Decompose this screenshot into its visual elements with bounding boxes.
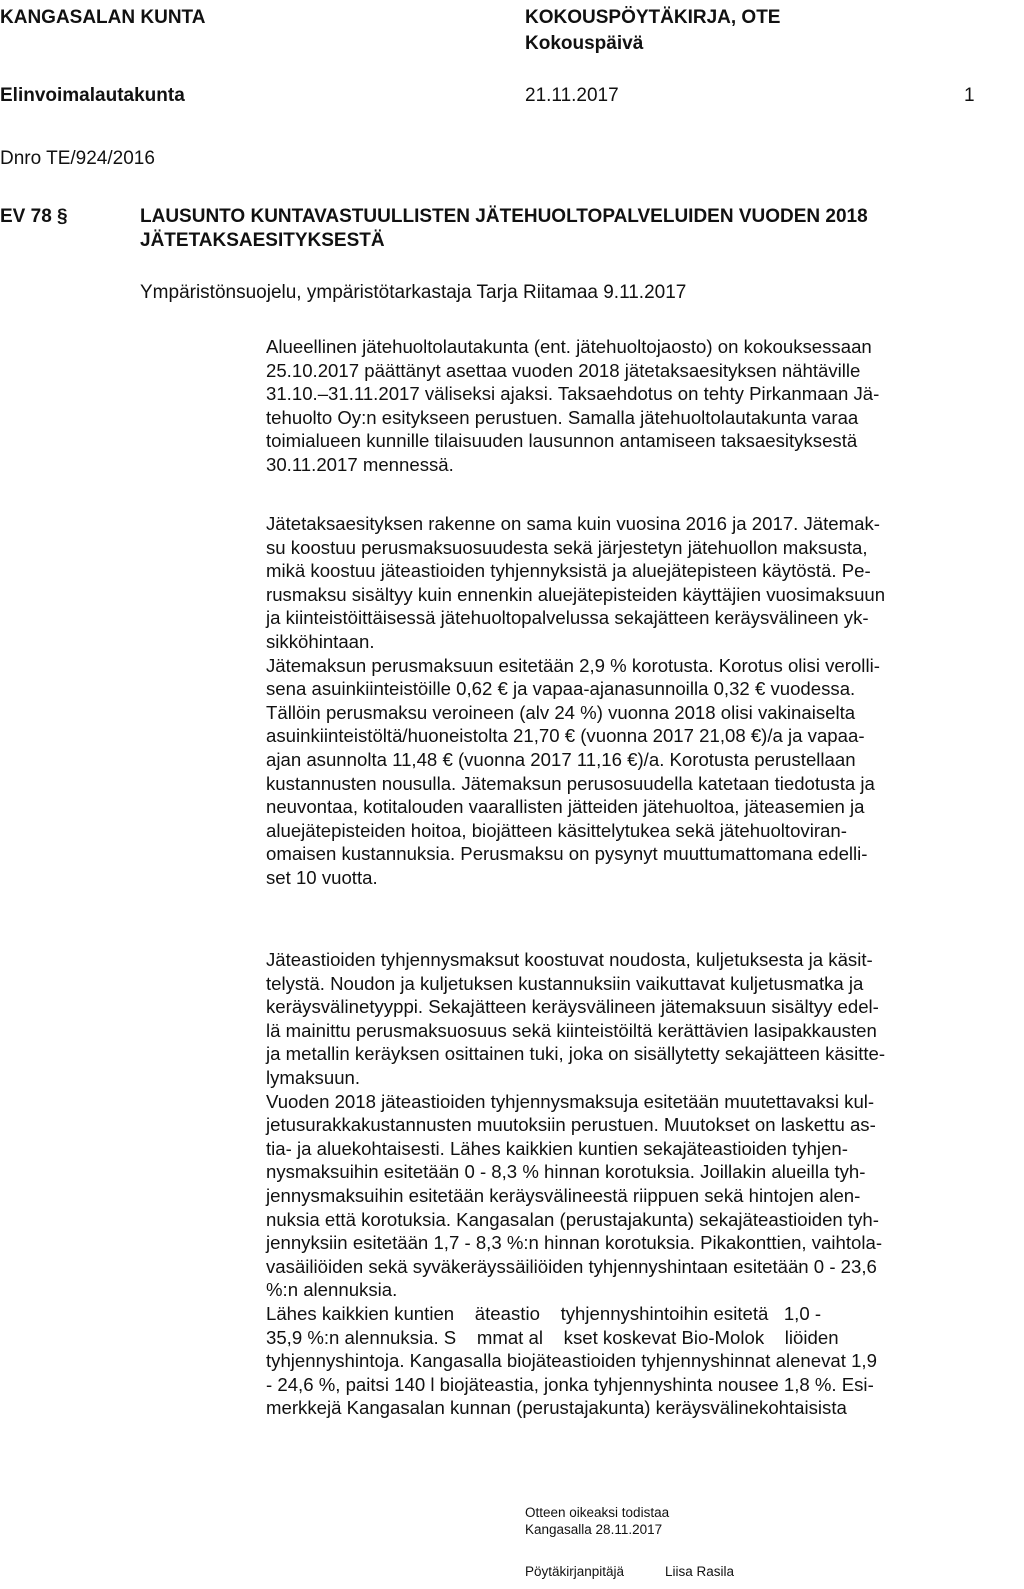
text-line: aluejätepisteiden hoitoa, biojätteen käsittelytukea sekä jätehuoltoviran- bbox=[266, 819, 847, 841]
text-line: merkkejä Kangasalan kunnan (perustajakunta) keräysvälinekohtaisista bbox=[266, 1397, 847, 1419]
text-line: Jätemaksun perusmaksuun esitetään 2,9 % korotusta. Korotus olisi verolli- bbox=[266, 654, 880, 676]
signer-name: Liisa Rasila bbox=[665, 1564, 735, 1579]
text-line: tehuolto Oy:n esitykseen perustuen. Samalla jätehuoltolautakunta varaa bbox=[266, 406, 859, 428]
text-line: 31.10.–31.11.2017 väliseksi ajaksi. Taksaehdotus on tehty Pirkanmaan Jä- bbox=[266, 383, 880, 405]
text-line: set 10 vuotta. bbox=[266, 866, 378, 888]
text-line: - 24,6 %, paitsi 140 l biojäteastia, jonka tyhjennyshinta nousee 1,8 %. Esi- bbox=[266, 1373, 874, 1395]
text-line: ja metallin keräyksen osittainen tuki, joka on sisällytetty sekajätteen käsitte- bbox=[266, 1043, 886, 1065]
text-line: Lähes kaikkien kuntien äteastio tyhjennyshintoihin esitetä 1,0 - bbox=[266, 1302, 822, 1324]
paragraph-1 bbox=[266, 335, 990, 477]
text-line: su koostuu perusmaksuosuudesta sekä järjestetyn jätehuollon maksusta, bbox=[266, 536, 868, 558]
committee-name: Elinvoimalautakunta bbox=[0, 85, 185, 106]
text-line: Vuoden 2018 jäteastioiden tyhjennysmaksuja esitetään muutettavaksi kul- bbox=[266, 1090, 875, 1112]
text-line: jetusurakkakustannusten muutoksiin perustuen. Muutokset on laskettu as- bbox=[266, 1114, 876, 1136]
paragraph-3 bbox=[266, 948, 990, 1420]
text-line: ja kiinteistöittäisessä jätehuoltopalvelussa sekajätteen keräysvälineen yk- bbox=[266, 607, 869, 629]
municipality-name: KANGASALAN KUNTA bbox=[0, 7, 206, 28]
text-line: telystä. Noudon ja kuljetuksen kustannuksiin vaikuttavat kuljetusmatka ja bbox=[266, 972, 864, 994]
record-title-line-2: JÄTETAKSAESITYKSESTÄ bbox=[140, 230, 385, 251]
text-line: kustannusten nousulla. Jätemaksun perusosuudella katetaan tiedotusta ja bbox=[266, 772, 875, 794]
text-line: vasäiliöiden sekä syväkeräyssäiliöiden tyhjennyshintaan esitetään 0 - 23,6 bbox=[266, 1255, 877, 1277]
text-line: Jäteastioiden tyhjennysmaksut koostuvat noudosta, kuljetuksesta ja käsit- bbox=[266, 949, 873, 970]
text-line: omaisen kustannuksia. Perusmaksu on pysynyt muuttumattomana edelli- bbox=[266, 843, 868, 865]
meeting-day-label: Kokouspäivä bbox=[525, 33, 644, 54]
preparer-line: Ympäristönsuojelu, ympäristötarkastaja Tarja Riitamaa 9.11.2017 bbox=[140, 282, 687, 303]
record-title-line-1: LAUSUNTO KUNTAVASTUULLISTEN JÄTEHUOLTOPALVELUIDEN VUODEN 2018 bbox=[140, 206, 868, 227]
section-number: EV 78 § bbox=[0, 206, 68, 227]
text-line: ajan asunnolta 11,48 € (vuonna 2017 11,16 €)/a. Korotusta perustellaan bbox=[266, 748, 856, 770]
certification-place-date: Kangasalla 28.11.2017 bbox=[525, 1522, 663, 1537]
text-line: 35,9 %:n alennuksia. S mmat al kset koskevat Bio-Molok liöiden bbox=[266, 1326, 839, 1348]
text-line: neuvontaa, kotitalouden vaarallisten jätteiden jätehuoltoa, jäteasemien ja bbox=[266, 796, 865, 818]
text-line: sikköhintaan. bbox=[266, 630, 375, 652]
text-line: asuinkiinteistöltä/huoneistolta 21,70 € (vuonna 2017 21,08 €)/a ja vapaa- bbox=[266, 725, 865, 747]
text-line: mikä koostuu jäteastioiden tyhjennyksistä ja aluejätepisteen käytöstä. Pe- bbox=[266, 560, 871, 582]
text-line: sena asuinkiinteistöille 0,62 € ja vapaa-ajanasunnoilla 0,32 € vuodessa. bbox=[266, 678, 856, 700]
text-line: %:n alennuksia. bbox=[266, 1279, 398, 1301]
dnro-reference: Dnro TE/924/2016 bbox=[0, 148, 155, 169]
text-line: toimialueen kunnille tilaisuuden lausunnon antamiseen taksaesityksestä bbox=[266, 430, 858, 452]
text-line: nysmaksuihin esitetään 0 - 8,3 % hinnan korotuksia. Joillakin alueilla tyh- bbox=[266, 1161, 866, 1183]
text-line: 25.10.2017 päättänyt asettaa vuoden 2018 jätetaksaesityksen nähtäville bbox=[266, 359, 861, 381]
text-line: Jätetaksaesityksen rakenne on sama kuin vuosina 2016 ja 2017. Jätemak- bbox=[266, 513, 880, 534]
text-line: Tällöin perusmaksu veroineen (alv 24 %) vuonna 2018 olisi vakinaiselta bbox=[266, 701, 856, 723]
meeting-date: 21.11.2017 bbox=[525, 85, 619, 106]
signer-role: Pöytäkirjanpitäjä bbox=[525, 1564, 625, 1579]
paragraph-2 bbox=[266, 512, 990, 890]
text-line: rusmaksu sisältyy kuin ennenkin aluejätepisteiden käyttäjien vuosimaksuun bbox=[266, 583, 886, 605]
text-line: tia- ja aluekohtaisesti. Lähes kaikkien kuntien sekajäteastioiden tyhjen- bbox=[266, 1137, 848, 1159]
text-line: jennysmaksuihin esitetään keräysvälineestä riippuen sekä hintojen alen- bbox=[266, 1184, 861, 1206]
text-line: jennyksiin esitetään 1,7 - 8,3 %:n hinnan korotuksia. Pikakonttien, vaihtola- bbox=[266, 1232, 883, 1254]
document-type: KOKOUSPÖYTÄKIRJA, OTE bbox=[525, 7, 781, 28]
text-line: 30.11.2017 mennessä. bbox=[266, 453, 454, 475]
text-line: keräysvälinetyyppi. Sekajätteen keräysvälineen jätemaksuun sisältyy edel- bbox=[266, 996, 879, 1018]
text-line: Alueellinen jätehuoltolautakunta (ent. jätehuoltojaosto) on kokouksessaan bbox=[266, 336, 872, 357]
text-line: lymaksuun. bbox=[266, 1066, 361, 1088]
text-line: tyhjennyshintoja. Kangasalla biojäteastioiden tyhjennyshinnat alenevat 1,9 bbox=[266, 1350, 877, 1372]
page-number: 1 bbox=[964, 85, 975, 106]
text-line: nuksia että korotuksia. Kangasalan (perustajakunta) sekajäteastioiden tyh- bbox=[266, 1208, 879, 1230]
text-line: lä mainittu perusmaksuosuus sekä kiinteistöiltä kerättävien lasipakkausten bbox=[266, 1019, 877, 1041]
certification-text: Otteen oikeaksi todistaa bbox=[525, 1505, 670, 1520]
